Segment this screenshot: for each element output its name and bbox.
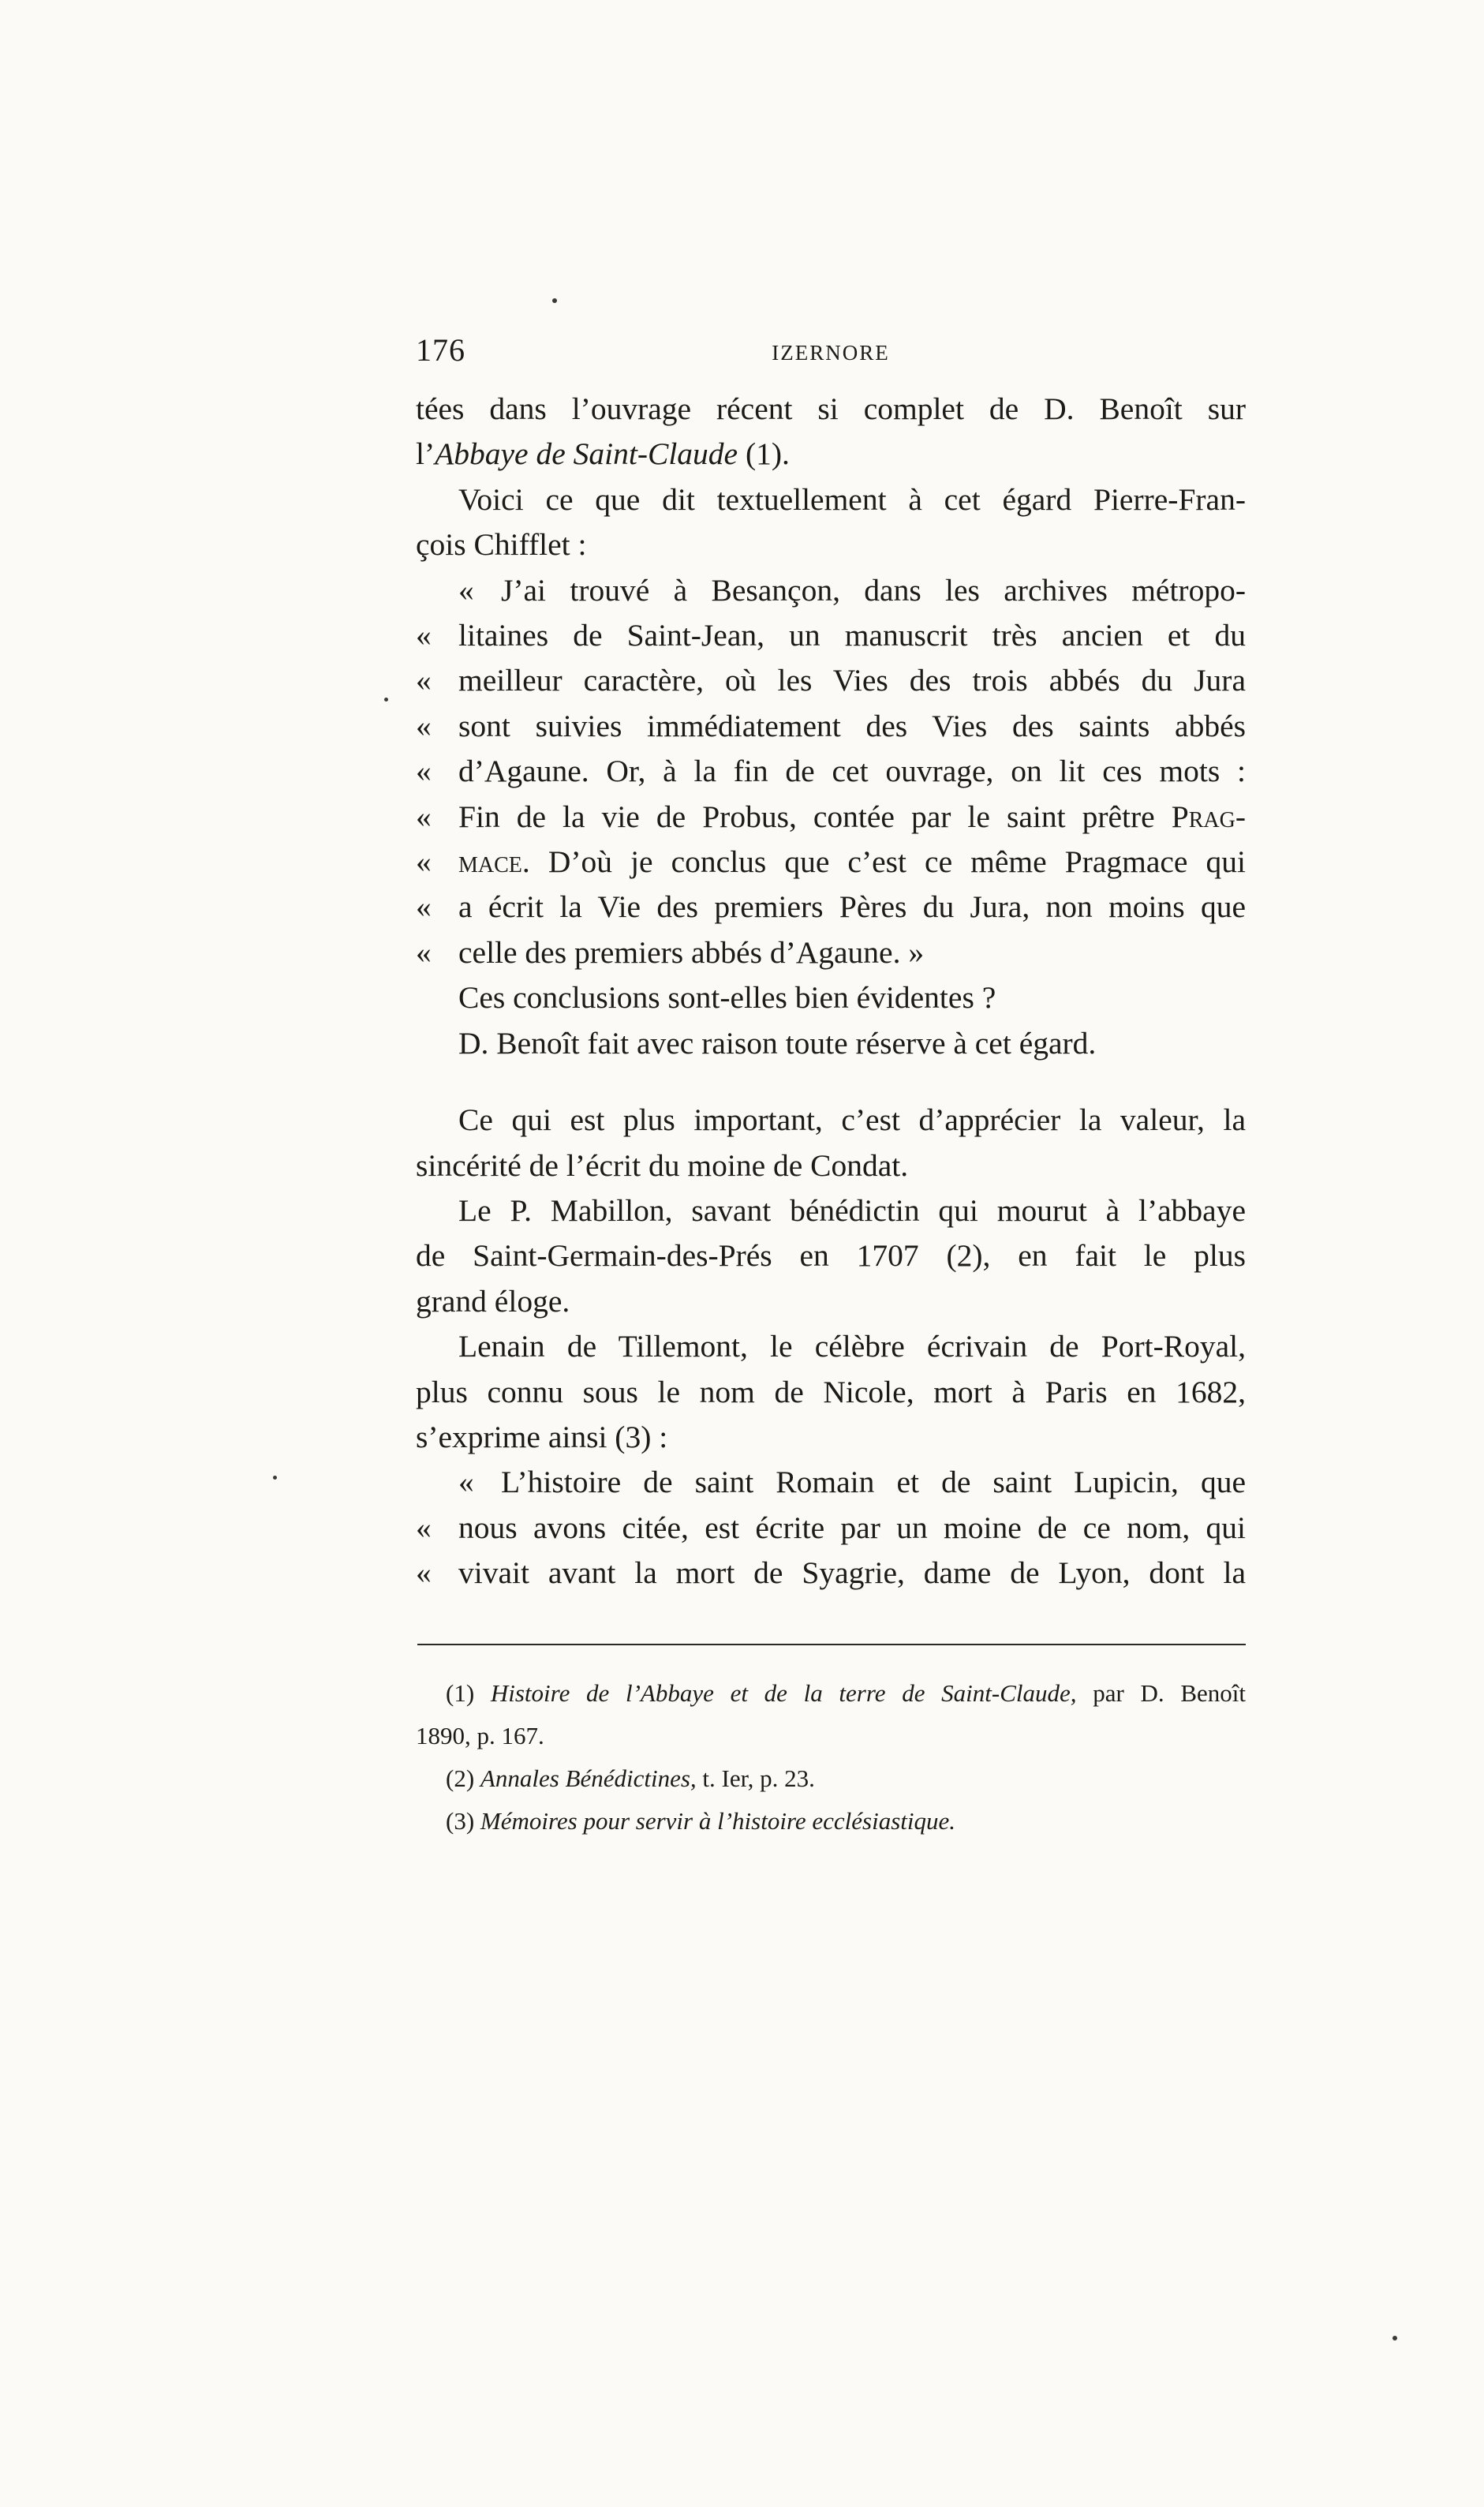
text-line: sincérité de l’écrit du moine de Condat. — [416, 1147, 909, 1183]
quote-line: « d’Agaune. Or, à la fin de cet ouvrage, on lit ces mots : — [416, 749, 1246, 794]
text-line: D. Benoît fait avec raison toute réserve à cet égard. — [458, 1025, 1097, 1061]
quote-line: « vivait avant la mort de Syagrie, dame de Lyon, dont la — [416, 1551, 1246, 1596]
section-gap — [416, 1066, 1246, 1098]
quote-mark: « — [416, 844, 432, 880]
book-page — [416, 331, 1246, 1843]
quote-mark: « — [458, 1465, 474, 1500]
text-line: plus connu sous le nom de Nicole, mort à Paris en 1682, — [416, 1374, 1246, 1409]
quote-line: « celle des premiers abbés d’Agaune. » — [416, 930, 1246, 975]
quote-line: « litaines de Saint-Jean, un manuscrit très ancien et du — [416, 613, 1246, 658]
scan-speck — [1392, 2336, 1397, 2340]
footnote-3: (3) Mémoires pour servir à l’histoire ecclésiastique. — [446, 1806, 955, 1835]
paragraph-start: Voici ce que dit textuellement à cet égard Pierre-Fran- — [458, 481, 1246, 517]
text-line: çois Chifflet : — [416, 527, 587, 563]
text-line: l’Abbaye de Saint-Claude (1). — [416, 436, 790, 472]
quote-mark: « — [458, 572, 474, 608]
page-number: 176 — [416, 332, 465, 368]
quote-mark: « — [416, 889, 432, 925]
quote-mark: « — [416, 1510, 432, 1545]
text-line: de Saint-Germain-des-Prés en 1707 (2), en fait le plus — [416, 1238, 1246, 1274]
scan-speck — [552, 298, 557, 303]
footnotes — [416, 1672, 1246, 1843]
quote-mark: « — [416, 708, 432, 743]
running-title: IZERNORE — [772, 341, 890, 365]
scan-speck — [273, 1476, 277, 1480]
text-line: s’exprime ainsi (3) : — [416, 1419, 668, 1454]
paragraph-start: Lenain de Tillemont, le célèbre écrivain de Port-Royal, — [458, 1329, 1246, 1364]
body-text — [416, 387, 1246, 1596]
quote-line: « a écrit la Vie des premiers Pères du Jura, non moins que — [416, 885, 1246, 930]
text-line: grand éloge. — [416, 1283, 570, 1319]
quote-line: « Fin de la vie de Probus, contée par le saint prêtre Prag- — [416, 795, 1246, 840]
quote-mark: « — [416, 1555, 432, 1591]
text-line: tées dans l’ouvrage récent si complet de D. Benoît sur — [416, 391, 1246, 426]
paragraph-start: Ce qui est plus important, c’est d’apprécier la valeur, la — [458, 1102, 1246, 1138]
scan-speck — [384, 698, 388, 702]
paragraph-start: Le P. Mabillon, savant bénédictin qui mourut à l’abbaye — [458, 1192, 1246, 1228]
quote-mark: « — [416, 663, 432, 698]
footnote-1: (1) Histoire de l’Abbaye et de la terre de Saint-Claude, par D. Benoît — [446, 1678, 1246, 1707]
footnote-rule — [417, 1644, 1246, 1645]
quote-mark: « — [416, 799, 432, 834]
quote-line: « J’ai trouvé à Besançon, dans les archives métropo- — [416, 568, 1246, 613]
quote-mark: « — [416, 754, 432, 789]
footnote-1-continued: 1890, p. 167. — [416, 1721, 544, 1749]
work-title: Abbaye de Saint-Claude — [435, 436, 738, 472]
quote-line: « L’histoire de saint Romain et de saint Lupicin, que — [416, 1460, 1246, 1505]
quote-line: « meilleur caractère, où les Vies des trois abbés du Jura — [416, 658, 1246, 703]
quote-mark: « — [416, 934, 432, 970]
page-header — [416, 331, 1246, 387]
quote-line: « nous avons citée, est écrite par un moine de ce nom, qui — [416, 1506, 1246, 1551]
quote-mark: « — [416, 618, 432, 653]
text-line: Ces conclusions sont-elles bien évidentes ? — [458, 980, 996, 1016]
footnote-2: (2) Annales Bénédictines, t. Ier, p. 23. — [446, 1764, 815, 1792]
quote-line: « mace. D’où je conclus que c’est ce même Pragmace qui — [416, 840, 1246, 885]
quote-line: « sont suivies immédiatement des Vies des saints abbés — [416, 704, 1246, 749]
